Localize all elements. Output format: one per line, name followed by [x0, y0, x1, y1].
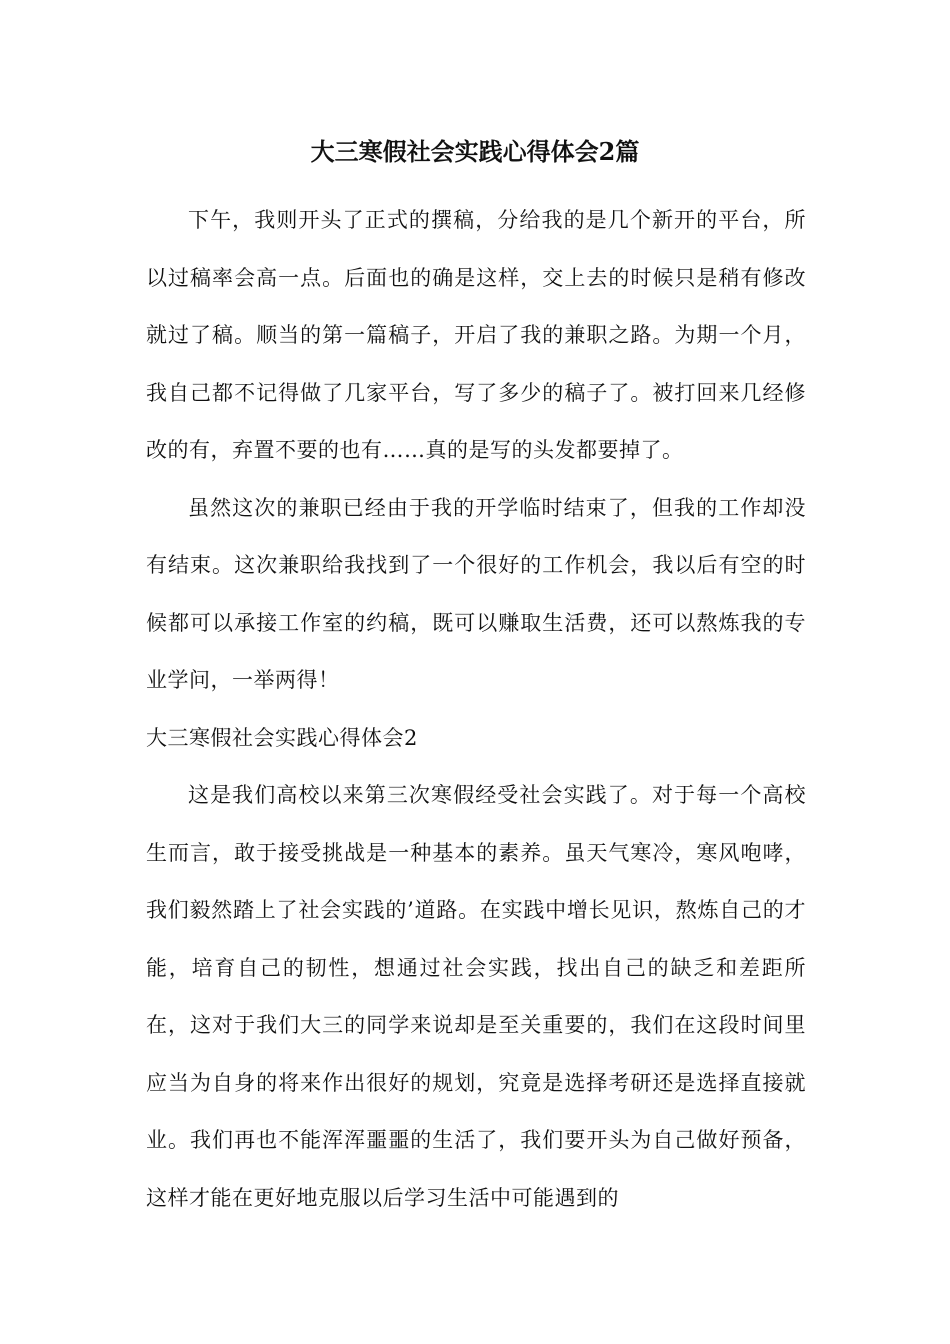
paragraph-1: 下午，我则开头了正式的撰稿，分给我的是几个新开的平台，所以过稿率会高一点。后面也的确是这样，交上去的时候只是稍有修改就过了稿。顺当的第一篇稿子，开启了我的兼职之路。为期一个月，我自己都不记得做了几家平台，写了多少的稿子了。被打回来几经修改的有，弃置不要的也有……真的是写的头发都要掉了。 [146, 208, 806, 462]
document-title: 大三寒假社会实践心得体会2篇 [310, 137, 640, 166]
paragraph-2: 虽然这次的兼职已经由于我的开学临时结束了，但我的工作却没有结束。这次兼职给我找到了一个很好的工作机会，我以后有空的时候都可以承接工作室的约稿，既可以赚取生活费，还可以熬炼我的专业学问，一举两得！ [146, 495, 806, 692]
section-paragraph-1: 这是我们高校以来第三次寒假经受社会实践了。对于每一个高校生而言，敢于接受挑战是一种基本的素养。虽天气寒冷，寒风咆哮，我们毅然踏上了社会实践的’道路。在实践中增长见识，熬炼自己的才能，培育自己的韧性，想通过社会实践，找出自己的缺乏和差距所在，这对于我们大三的同学来说却是至关重要的，我们在这段时间里应当为自身的将来作出很好的规划，究竟是选择考研还是选择直接就业。我们再也不能浑浑噩噩的生活了，我们要开头为自己做好预备，这样才能在更好地克服以后学习生活中可能遇到的 [146, 783, 806, 1210]
document-body [146, 192, 806, 1227]
section-heading: 大三寒假社会实践心得体会2 [146, 725, 418, 750]
